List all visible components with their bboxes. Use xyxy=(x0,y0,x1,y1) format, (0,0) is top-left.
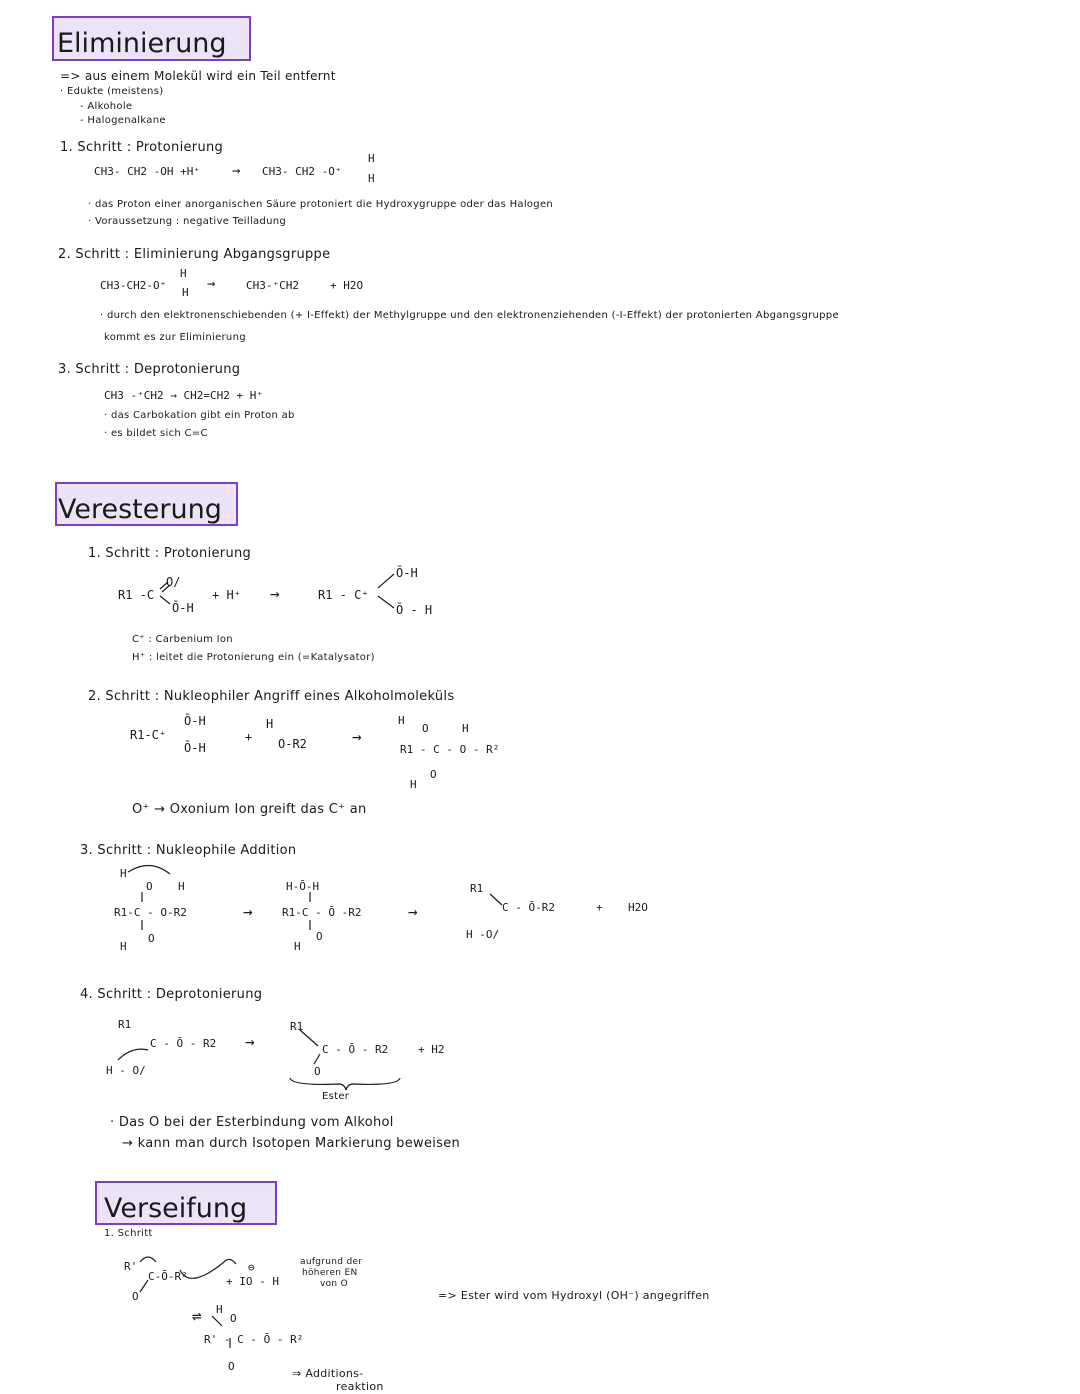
note-en: aufgrund der xyxy=(300,1257,363,1267)
step-heading: 3. Schritt : Deprotonierung xyxy=(58,362,241,377)
note: · Voraussetzung : negative Teilladung xyxy=(88,216,287,227)
struct-text: + IO - H xyxy=(226,1275,279,1288)
note: · durch den elektronenschiebenden (+ I-Effekt) der Methylgruppe und den elektronenziehenden (-I-Effekt) der protonierten Abgangsgruppe xyxy=(100,310,839,321)
step-heading: 2. Schritt : Eliminierung Abgangsgruppe xyxy=(58,247,331,262)
bond-lines xyxy=(0,0,1,1)
struct-text: H xyxy=(462,722,469,735)
struct-text: + H2 xyxy=(418,1043,445,1056)
equation-h: H xyxy=(182,286,189,299)
brace-label: Ester xyxy=(322,1091,350,1102)
struct-text: C-Ō-R² xyxy=(148,1270,188,1283)
equilibrium-arrow: ⇌ xyxy=(192,1306,202,1325)
struct-text: + xyxy=(245,730,253,744)
step-heading: 4. Schritt : Deprotonierung xyxy=(80,987,263,1002)
note: kommt es zur Eliminierung xyxy=(104,332,246,343)
struct-text: H xyxy=(216,1303,223,1316)
section-title-verseifung: Verseifung xyxy=(104,1193,248,1224)
note: H⁺ : leitet die Protonierung ein (=Katalysator) xyxy=(132,652,375,663)
equation-h: H xyxy=(368,152,375,165)
struct-text: O xyxy=(314,1065,321,1078)
struct-text: Ō - H xyxy=(396,603,433,617)
section-title-eliminierung: Eliminierung xyxy=(57,28,227,59)
struct-text: O xyxy=(228,1360,235,1373)
struct-text: H -O/ xyxy=(466,928,500,941)
note: · das Proton einer anorganischen Säure protoniert die Hydroxygruppe oder das Halogen xyxy=(88,199,554,210)
struct-text: C - Ō - R2 xyxy=(150,1037,217,1050)
struct-text: O xyxy=(316,930,323,943)
struct-text: O xyxy=(430,768,437,781)
struct-text: R1 - C⁺ xyxy=(318,588,369,602)
reaction-arrow: → xyxy=(408,902,418,921)
struct-text: H xyxy=(398,714,405,727)
intro-line: · Edukte (meistens) xyxy=(60,86,164,97)
note: → kann man durch Isotopen Markierung beweisen xyxy=(122,1136,461,1151)
equation-left: CH3- CH2 -OH +H⁺ xyxy=(94,165,200,178)
struct-text: H2O xyxy=(628,901,648,914)
struct-text: + xyxy=(596,901,603,914)
section-title-veresterung: Veresterung xyxy=(58,494,222,525)
addition-note: reaktion xyxy=(336,1380,384,1393)
equation-right: CH3- CH2 -O⁺ xyxy=(262,165,342,178)
struct-text: + H⁺ xyxy=(212,588,241,602)
struct-text: ⊖ xyxy=(248,1261,255,1274)
struct-text: O xyxy=(146,880,153,893)
reaction-arrow: → xyxy=(245,1032,255,1051)
struct-text: C - Ō - R2 xyxy=(322,1043,389,1056)
reaction-arrow: → xyxy=(352,727,362,746)
struct-text: H xyxy=(410,778,417,791)
struct-text: R1-C - O-R2 xyxy=(114,906,187,919)
struct-text: Ō-H xyxy=(184,714,206,728)
struct-text: Ō-H xyxy=(184,741,206,755)
struct-text: Ō-H xyxy=(396,566,418,580)
note: · Das O bei der Esterbindung vom Alkohol xyxy=(110,1115,394,1130)
equation-left: CH3-CH2-O⁺ xyxy=(100,279,167,292)
note-en: von O xyxy=(320,1279,348,1289)
struct-text: R' - C - Ō - R² xyxy=(204,1333,304,1346)
intro-line: - Halogenalkane xyxy=(80,115,166,126)
step-heading: 2. Schritt : Nukleophiler Angriff eines Alkoholmoleküls xyxy=(88,689,455,704)
struct-text: Ō-H xyxy=(172,601,194,615)
struct-text: H xyxy=(266,717,274,731)
reaction-arrow: → xyxy=(243,902,253,921)
note: · es bildet sich C=C xyxy=(104,428,208,439)
intro-line: - Alkohole xyxy=(80,101,133,112)
step-heading: 1. Schritt : Protonierung xyxy=(60,140,224,155)
struct-text: H - O/ xyxy=(106,1064,146,1077)
struct-text: R1 xyxy=(470,882,484,895)
step-heading: 3. Schritt : Nukleophile Addition xyxy=(80,843,297,858)
equation-h: H xyxy=(180,267,187,280)
equation-plus: + H2O xyxy=(330,279,364,292)
step-label: 1. Schritt xyxy=(104,1228,153,1239)
equation-right: CH3-⁺CH2 xyxy=(246,279,299,292)
note: · das Carbokation gibt ein Proton ab xyxy=(104,410,295,421)
equation-h: H xyxy=(368,172,375,185)
struct-text: H xyxy=(120,867,127,880)
struct-text: H-Ō-H xyxy=(286,880,320,893)
step-heading: 1. Schritt : Protonierung xyxy=(88,546,252,561)
equation-arrow: → xyxy=(232,163,241,179)
note: => Ester wird vom Hydroxyl (OH⁻) angegriffen xyxy=(438,1289,710,1302)
struct-text: O/ xyxy=(166,575,181,589)
struct-text: R1-C - Ō -R2 xyxy=(282,906,362,919)
struct-text: R1 - C - O - R² xyxy=(400,743,500,756)
struct-text: R1 xyxy=(290,1020,304,1033)
intro-line: => aus einem Molekül wird ein Teil entfernt xyxy=(60,69,336,83)
note: C⁺ : Carbenium Ion xyxy=(132,634,233,645)
struct-text: R1 -C xyxy=(118,588,155,602)
struct-text: C - Ō-R2 xyxy=(502,901,555,914)
struct-text: O-R2 xyxy=(278,737,307,751)
equation-arrow: → xyxy=(207,276,216,292)
note-en: höheren EN xyxy=(302,1268,358,1278)
equation: CH3 -⁺CH2 → CH2=CH2 + H⁺ xyxy=(104,389,263,402)
struct-text: O xyxy=(422,722,429,735)
addition-note: ⇒ Additions- xyxy=(292,1367,364,1380)
reaction-arrow: → xyxy=(270,584,280,603)
struct-text: R1 xyxy=(118,1018,132,1031)
note: O⁺ → Oxonium Ion greift das C⁺ an xyxy=(132,802,367,817)
struct-text: O xyxy=(230,1312,237,1325)
struct-text: H xyxy=(294,940,301,953)
struct-text: O xyxy=(132,1290,139,1303)
struct-text: R1-C⁺ xyxy=(130,728,167,742)
struct-text: R' xyxy=(124,1260,138,1273)
struct-text: H xyxy=(178,880,185,893)
struct-text: H xyxy=(120,940,127,953)
struct-text: O xyxy=(148,932,155,945)
